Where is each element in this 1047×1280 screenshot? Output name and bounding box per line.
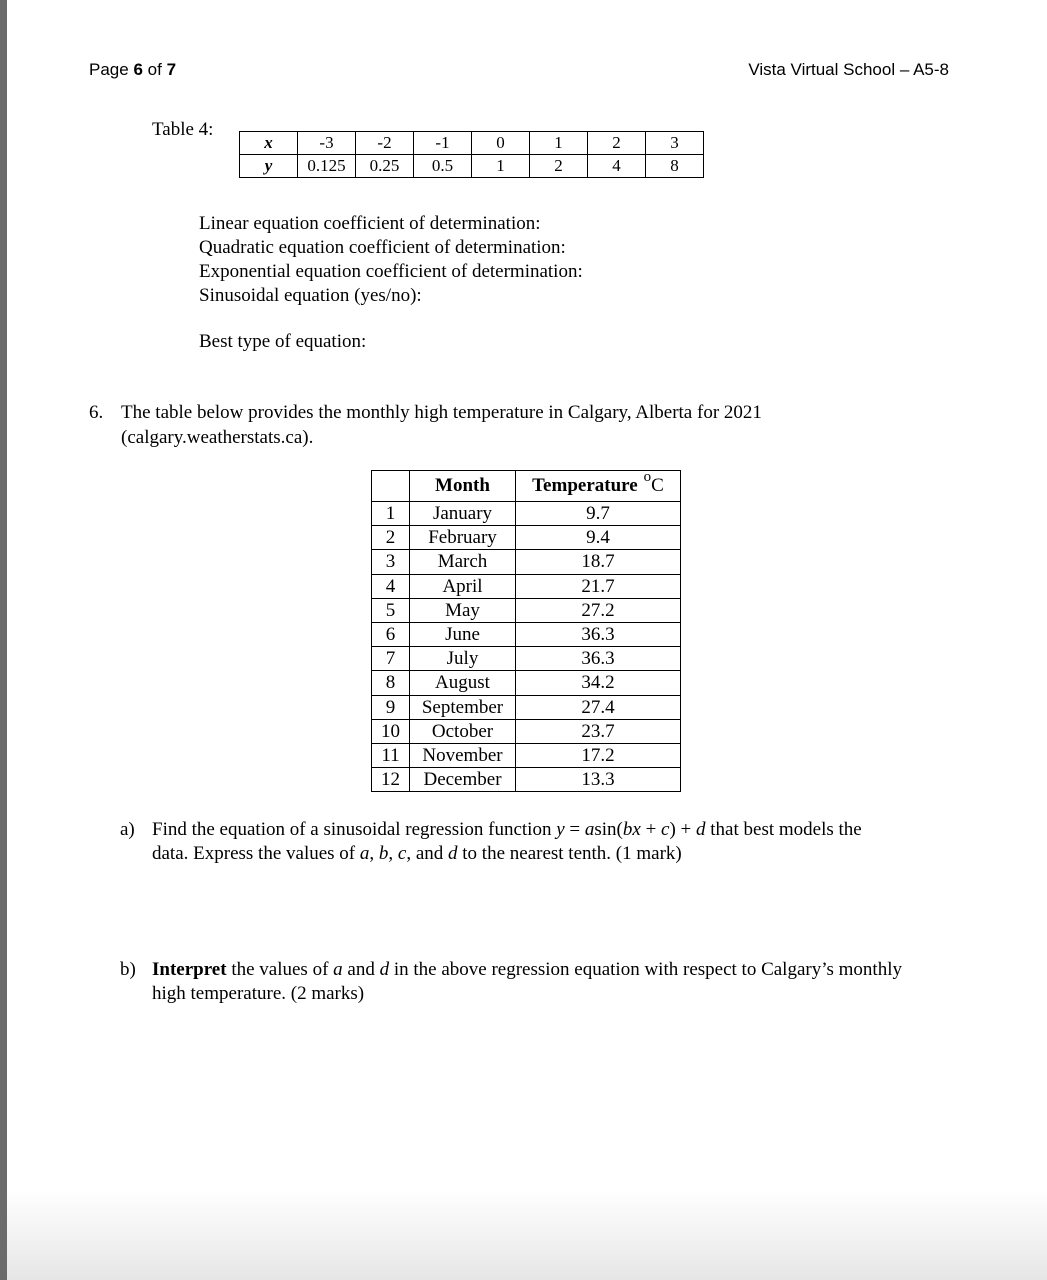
row-temperature: 9.7 xyxy=(516,502,681,526)
sinusoidal-label: Sinusoidal equation (yes/no): xyxy=(199,285,422,306)
row-index: 7 xyxy=(372,647,410,671)
temperature-row xyxy=(372,671,681,695)
temperature-row xyxy=(372,622,681,646)
row-index: 9 xyxy=(372,695,410,719)
table4-cell: -1 xyxy=(414,132,472,155)
table4-caption: Table 4: xyxy=(152,119,214,140)
question-number: 6. xyxy=(89,402,104,423)
row-month: April xyxy=(410,574,516,598)
row-month: September xyxy=(410,695,516,719)
row-index: 1 xyxy=(372,502,410,526)
row-index: 5 xyxy=(372,598,410,622)
quadratic-cod-label: Quadratic equation coefficient of determination: xyxy=(199,237,566,258)
page-number: Page 6 of 7 xyxy=(89,60,177,79)
temperature-row xyxy=(372,502,681,526)
table4-cell: 3 xyxy=(646,132,704,155)
table4-cell: 2 xyxy=(588,132,646,155)
temperature-row xyxy=(372,719,681,743)
temperature-row xyxy=(372,695,681,719)
row-index: 11 xyxy=(372,743,410,767)
row-month: June xyxy=(410,622,516,646)
part-b-text: Interpret the values of a and d in the above regression equation with respect to Calgary’s monthly high temperature. (2 marks) xyxy=(152,959,902,1004)
header-month: Month xyxy=(410,471,516,502)
header-index xyxy=(372,471,410,502)
page-bottom-shadow xyxy=(7,1190,1047,1280)
school-header: Vista Virtual School – A5-8 xyxy=(748,60,949,79)
temperature-row xyxy=(372,574,681,598)
best-equation-label: Best type of equation: xyxy=(199,331,367,352)
temperature-row xyxy=(372,598,681,622)
row-temperature: 21.7 xyxy=(516,574,681,598)
row-month: March xyxy=(410,550,516,574)
linear-cod-label: Linear equation coefficient of determination: xyxy=(199,213,541,234)
row-temperature: 36.3 xyxy=(516,647,681,671)
row-temperature: 23.7 xyxy=(516,719,681,743)
table4-y-label: y xyxy=(240,155,298,178)
determination-list xyxy=(199,212,583,308)
table4-cell: 1 xyxy=(530,132,588,155)
temperature-row xyxy=(372,647,681,671)
row-temperature: 18.7 xyxy=(516,550,681,574)
part-a-letter: a) xyxy=(120,819,135,840)
table4-cell: 0.25 xyxy=(356,155,414,178)
row-index: 3 xyxy=(372,550,410,574)
row-month: October xyxy=(410,719,516,743)
temperature-row xyxy=(372,550,681,574)
row-index: 10 xyxy=(372,719,410,743)
table4-cell: 0 xyxy=(472,132,530,155)
row-index: 4 xyxy=(372,574,410,598)
table4-cell: 0.5 xyxy=(414,155,472,178)
row-index: 8 xyxy=(372,671,410,695)
row-month: November xyxy=(410,743,516,767)
row-temperature: 17.2 xyxy=(516,743,681,767)
row-month: February xyxy=(410,526,516,550)
table4-cell: 8 xyxy=(646,155,704,178)
table4-cell: 4 xyxy=(588,155,646,178)
table4-cell: 1 xyxy=(472,155,530,178)
row-month: May xyxy=(410,598,516,622)
table4-y-row xyxy=(240,155,704,178)
temperature-header-row xyxy=(372,471,681,502)
row-temperature: 36.3 xyxy=(516,622,681,646)
row-index: 2 xyxy=(372,526,410,550)
question-text: The table below provides the monthly high temperature in Calgary, Alberta for 2021 (calgary.weatherstats.ca). xyxy=(121,402,762,448)
temperature-table xyxy=(371,470,681,792)
row-temperature: 34.2 xyxy=(516,671,681,695)
temperature-row xyxy=(372,743,681,767)
temperature-row xyxy=(372,526,681,550)
part-a-text: Find the equation of a sinusoidal regression function y = asin(bx + c) + d that best models the data. Express the values of a, b, c, and d to the nearest tenth. (1 mark) xyxy=(152,819,862,864)
table4 xyxy=(239,131,704,178)
row-temperature: 9.4 xyxy=(516,526,681,550)
temperature-row xyxy=(372,768,681,792)
row-temperature: 27.2 xyxy=(516,598,681,622)
exponential-cod-label: Exponential equation coefficient of determination: xyxy=(199,261,583,282)
row-index: 12 xyxy=(372,768,410,792)
header-temperature: Temperature $^o$C xyxy=(516,471,681,502)
table4-x-label: x xyxy=(240,132,298,155)
table4-x-row xyxy=(240,132,704,155)
row-temperature: 13.3 xyxy=(516,768,681,792)
table4-cell: -2 xyxy=(356,132,414,155)
row-month: July xyxy=(410,647,516,671)
table4-cell: 0.125 xyxy=(298,155,356,178)
table4-cell: -3 xyxy=(298,132,356,155)
row-month: August xyxy=(410,671,516,695)
viewer-left-edge xyxy=(0,0,7,1280)
table4-cell: 2 xyxy=(530,155,588,178)
part-b-letter: b) xyxy=(120,959,136,980)
row-temperature: 27.4 xyxy=(516,695,681,719)
row-month: January xyxy=(410,502,516,526)
row-month: December xyxy=(410,768,516,792)
row-index: 6 xyxy=(372,622,410,646)
